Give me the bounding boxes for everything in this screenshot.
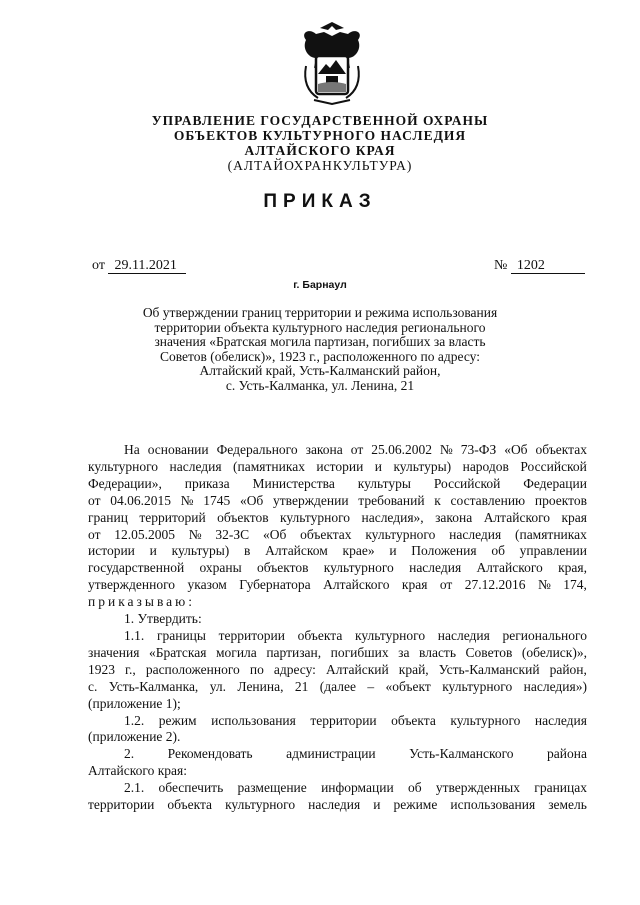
word: за	[398, 644, 410, 660]
word: и	[149, 543, 157, 559]
document-body	[88, 442, 587, 814]
word: Рекомендовать	[167, 746, 253, 762]
word: 73-ФЗ	[460, 442, 497, 457]
word: культурного	[280, 509, 351, 525]
word: закона	[435, 509, 473, 525]
word: погибших	[330, 644, 389, 660]
word: земель	[548, 797, 587, 813]
subject-line: значения «Братская могила партизан, погибших за власть	[154, 334, 486, 350]
list-item	[88, 746, 587, 763]
word: территорий	[139, 509, 206, 525]
body-line	[88, 560, 587, 577]
word: наследия	[409, 560, 462, 576]
word: Усть-Калманка,	[108, 678, 199, 694]
word: края	[561, 509, 587, 525]
word: Алтайского	[476, 560, 543, 576]
body-line	[88, 645, 587, 662]
word: составлению	[450, 492, 526, 508]
body-line	[88, 679, 587, 696]
word: наследия	[169, 458, 222, 474]
word: (далее	[319, 678, 356, 694]
body-text: приказываю:	[88, 594, 195, 610]
word: от	[439, 577, 453, 593]
word: значения	[88, 644, 140, 660]
word: власть	[419, 644, 456, 660]
word: 32-ЗС	[215, 526, 250, 542]
word: охраны	[199, 560, 242, 576]
word: Федерального	[216, 442, 298, 457]
body-line	[88, 696, 587, 713]
word: объекта	[391, 712, 436, 728]
document-subject	[100, 306, 540, 394]
body-line	[88, 510, 587, 527]
word: 174,	[563, 577, 587, 593]
word: Губернатора	[239, 577, 311, 593]
word: Усть-Калманского	[409, 746, 514, 762]
word: от	[88, 492, 101, 508]
word: режиме	[393, 797, 438, 813]
word: приказа	[184, 475, 230, 491]
word: народов	[462, 458, 509, 474]
word: могила	[216, 644, 257, 660]
word: администрации	[286, 746, 376, 762]
word: 27.12.2016	[464, 577, 526, 593]
word: Усть-Калманский	[438, 661, 540, 677]
word: №	[537, 577, 551, 593]
word: использования	[211, 712, 296, 728]
word: в	[244, 543, 251, 559]
word: №	[439, 442, 453, 457]
word: и	[374, 458, 382, 474]
word: культуры)	[171, 543, 230, 559]
body-line	[88, 729, 587, 746]
organization-name-line2: ОБЪЕКТОВ КУЛЬТУРНОГО НАСЛЕДИЯ	[173, 128, 467, 143]
word: требований	[358, 492, 425, 508]
subject-line: Об утверждении границ территории и режима использования	[142, 305, 498, 320]
word: размещение	[237, 780, 307, 796]
word: границах	[534, 780, 587, 796]
document-date: 29.11.2021	[108, 258, 186, 274]
subject-line: Алтайский край, Усть-Калманский район,	[199, 363, 441, 379]
word: район,	[549, 661, 587, 677]
word: культурного	[225, 797, 296, 813]
word: «Об	[262, 526, 287, 542]
list-item	[88, 780, 587, 797]
word: культуры)	[393, 458, 452, 474]
list-item	[88, 713, 587, 730]
word: край,	[398, 661, 429, 677]
word: «Братская	[148, 644, 207, 660]
subject-line: Советов (обелиск)», 1923 г., расположенного по адресу:	[160, 348, 480, 364]
word: Федерации	[523, 475, 587, 491]
word: объекта	[167, 797, 213, 813]
word: Алтайском	[265, 543, 328, 559]
word: управлении	[519, 543, 587, 559]
word: 2.1.	[124, 780, 145, 796]
word: 1923	[88, 661, 115, 677]
word: культурного	[450, 712, 521, 728]
word: истории	[88, 543, 135, 559]
word: утвержденного	[88, 577, 176, 593]
number-line	[494, 258, 585, 274]
word: Российской	[433, 475, 501, 491]
word: использования	[450, 797, 536, 813]
number-prefix: №	[494, 258, 508, 273]
word: культурного	[365, 526, 436, 542]
body-text: (приложение 2).	[88, 729, 181, 745]
organization-abbreviation: (АЛТАЙОХРАНКУЛЬТУРА)	[227, 158, 413, 173]
word: 25.06.2002	[371, 442, 432, 457]
body-line	[88, 763, 587, 780]
word: ул.	[209, 678, 226, 694]
subject-line: территории объекта культурного наследия регионального	[154, 319, 486, 335]
word: 21	[294, 678, 309, 694]
issue-city: г. Барнаул	[293, 279, 347, 291]
word: территории	[218, 627, 285, 643]
body-line	[88, 662, 587, 679]
word: 04.06.2015	[110, 492, 171, 508]
word: культурного	[355, 627, 426, 643]
body-line	[88, 459, 587, 476]
word: Положения	[411, 543, 477, 559]
organization-name-line3: АЛТАЙСКОГО КРАЯ	[244, 143, 396, 158]
word: объектов	[256, 560, 309, 576]
word: истории	[316, 458, 364, 474]
word: (памятниках	[233, 458, 305, 474]
word: наследия	[308, 797, 361, 813]
word: 1.2.	[124, 712, 145, 728]
list-item	[88, 611, 587, 628]
body-line	[88, 797, 587, 814]
word: Федерации»,	[88, 475, 162, 491]
word: 1745	[203, 492, 231, 508]
word: по	[249, 661, 264, 677]
word: об	[491, 543, 505, 559]
word: культурного	[323, 560, 394, 576]
word: Российской	[520, 458, 587, 474]
word: от	[88, 526, 101, 542]
word: (обелиск)»,	[521, 644, 587, 660]
list-item	[88, 628, 587, 645]
word: расположенного	[145, 661, 240, 677]
word: территории	[310, 712, 377, 728]
body-text: 1. Утвердить:	[124, 611, 202, 627]
word: наследия	[449, 526, 502, 542]
body-line	[88, 577, 587, 594]
word: «Об	[504, 442, 528, 457]
word: –	[367, 678, 375, 694]
word: наследия	[534, 712, 587, 728]
word: «Об	[239, 492, 264, 508]
word: от	[350, 442, 364, 457]
word: регионального	[502, 627, 587, 643]
word: об	[407, 780, 422, 796]
word: территории	[88, 797, 155, 813]
word: проектов	[534, 492, 587, 508]
date-prefix: от	[92, 258, 105, 273]
word: обеспечить	[158, 780, 224, 796]
word: информации	[321, 780, 394, 796]
word: г.,	[125, 661, 136, 677]
word: объектов	[217, 509, 269, 525]
word: адресу:	[273, 661, 316, 677]
body-line	[88, 493, 587, 510]
word: Алтайский	[325, 661, 389, 677]
word: края,	[558, 560, 587, 576]
word: партизан,	[266, 644, 322, 660]
body-text: Алтайского края:	[88, 763, 187, 779]
body-text: (приложение 1);	[88, 695, 181, 711]
document-type-title: ПРИКАЗ	[263, 191, 377, 212]
word: «объект	[385, 678, 431, 694]
word: государственной	[88, 560, 185, 576]
body-line	[88, 476, 587, 493]
word: На	[124, 442, 140, 457]
word: культурного	[88, 458, 159, 474]
word: 12.05.2005	[114, 526, 175, 542]
word: указом	[187, 577, 227, 593]
word: Советов	[465, 644, 513, 660]
word: закона	[305, 442, 343, 457]
word: объектах	[300, 526, 352, 542]
document-number: 1202	[511, 258, 585, 274]
word: №	[180, 492, 194, 508]
word: крае»	[342, 543, 375, 559]
word: границ	[88, 509, 128, 525]
word: 1.1.	[124, 627, 145, 643]
body-line	[88, 594, 587, 611]
word: объектах	[535, 442, 587, 457]
date-line	[92, 258, 186, 274]
body-line	[88, 442, 587, 459]
word: утверждении	[273, 492, 349, 508]
word: Алтайского	[323, 577, 390, 593]
word: района	[547, 746, 587, 762]
word: объекта	[297, 627, 343, 643]
word: к	[434, 492, 441, 508]
word: (памятниках	[514, 526, 587, 542]
word: наследия»)	[523, 678, 587, 694]
word: №	[188, 526, 202, 542]
word: края	[401, 577, 428, 593]
word: культуры	[357, 475, 411, 491]
word: культурного	[442, 678, 513, 694]
word: с.	[88, 678, 98, 694]
body-line	[88, 527, 587, 544]
organization-name-line1: УПРАВЛЕНИЕ ГОСУДАРСТВЕННОЙ ОХРАНЫ	[151, 113, 489, 128]
word: границы	[156, 627, 206, 643]
word: Алтайского	[483, 509, 551, 525]
coat-of-arms-emblem	[296, 18, 368, 106]
word: режим	[158, 712, 197, 728]
subject-line: с. Усть-Калманка, ул. Ленина, 21	[225, 377, 415, 393]
word: утвержденных	[435, 780, 521, 796]
word: Министерства	[252, 475, 335, 491]
word: наследия	[437, 627, 490, 643]
word: 2.	[124, 746, 135, 762]
word: наследия»,	[361, 509, 424, 525]
word: и	[389, 543, 397, 559]
word: и	[373, 797, 381, 813]
word: основании	[147, 442, 209, 457]
word: Ленина,	[237, 678, 284, 694]
body-line	[88, 543, 587, 560]
